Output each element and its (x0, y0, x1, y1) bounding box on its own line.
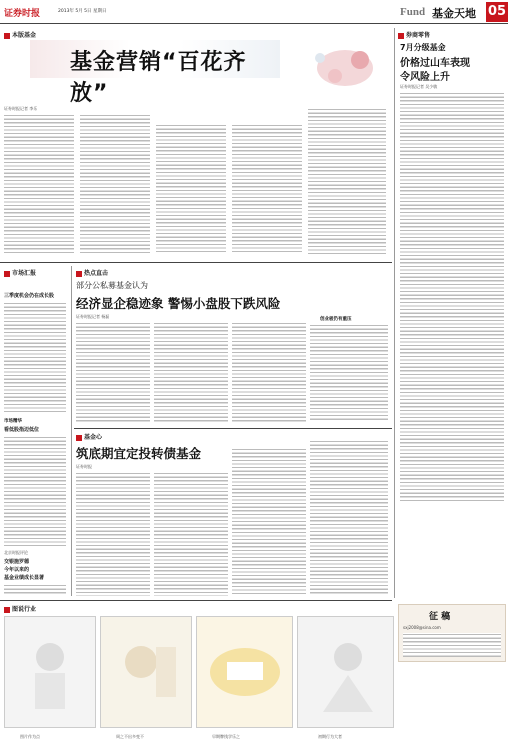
paper-logo (4, 4, 54, 18)
middle-text-col-4 (310, 324, 388, 422)
left-section-tag (4, 268, 36, 277)
top-section-label: 本版基金 (12, 32, 37, 39)
right-headline-line2: 价格过山车表现 (400, 58, 470, 69)
right-headline-line3: 令风险上升 (400, 72, 450, 83)
mid-rule (0, 262, 392, 263)
lower-text-col-4 (310, 440, 388, 596)
top-section-tag (4, 30, 36, 39)
flower-illustration-icon (290, 38, 380, 98)
middle-sub-2: 创业板仍有重压 (320, 317, 352, 322)
masthead (0, 0, 508, 24)
left-column (0, 266, 70, 596)
caption-2: 周之不出多变不 (116, 734, 144, 739)
edition-title: 基金天地 (432, 7, 476, 20)
middle-headline: 经济显企稳迹象 警惕小盘股下跌风险 (76, 296, 281, 311)
middle-section-tag (76, 268, 108, 277)
left-headline-3a: 交银施罗德 (4, 559, 30, 565)
page-number: 05 (486, 2, 508, 22)
cartoon-panel-3 (196, 616, 293, 728)
banner-graphic (290, 38, 380, 98)
middle-text-col-3 (232, 322, 306, 422)
caption-1: 图片作为点 (20, 734, 40, 739)
cartoon-panel-2 (100, 616, 192, 728)
caption-4: 初期行为大者 (318, 734, 342, 739)
middle-text-col-1 (76, 322, 150, 422)
top-text-col-1 (4, 114, 74, 254)
top-text-col-5 (308, 108, 386, 254)
edition-label: Fund (400, 6, 426, 18)
lower-rule (74, 428, 392, 429)
right-section-tag (398, 30, 430, 39)
left-subhead-3: 北京时报评论 (4, 550, 28, 555)
lower-section-label: 基金心 (84, 434, 103, 441)
ad-title: 征 稿 (429, 612, 451, 622)
masthead-rule (0, 23, 508, 24)
left-section-label: 市场汇报 (12, 270, 37, 277)
top-text-col-3 (156, 124, 226, 254)
left-text-2 (4, 436, 66, 546)
ad-box (398, 604, 506, 662)
left-headline-3b: 今年以来的 (4, 567, 30, 573)
bottom-section-label: 图说行业 (12, 606, 37, 613)
top-banner (30, 40, 280, 106)
lower-headline: 筑底期宜定投转债基金 (76, 446, 202, 461)
top-story (0, 28, 392, 260)
lower-text-col-3 (232, 448, 306, 596)
lower-story (74, 430, 392, 598)
cartoon-figure-1-icon (5, 617, 95, 727)
lower-text-col-2 (154, 472, 228, 596)
cartoon-figure-2-icon (101, 617, 191, 727)
middle-story (74, 266, 392, 426)
lower-text-col-1 (76, 472, 150, 596)
top-byline: 证券时报记者 李乐 (4, 106, 38, 111)
lower-byline: 证券时报 (76, 464, 92, 469)
left-column-divider (71, 266, 72, 596)
top-text-col-4 (232, 124, 302, 254)
right-headline-line1: 7月分级基金 (400, 43, 446, 52)
ad-text (403, 633, 501, 657)
left-headline-2: 看低股指迈低位 (4, 427, 40, 433)
left-text-1 (4, 302, 66, 412)
left-headline-3c: 基金业绩成长显著 (4, 575, 45, 581)
right-column-divider (394, 28, 395, 598)
right-text-body (400, 92, 504, 502)
bottom-rule (0, 600, 392, 601)
lower-section-tag (76, 432, 102, 441)
bottom-strip (0, 602, 396, 748)
cartoon-panel-1 (4, 616, 96, 728)
middle-text-col-2 (154, 322, 228, 422)
cartoon-figure-4-icon (298, 617, 393, 727)
middle-section-label: 热点直击 (84, 270, 109, 277)
date-line: 2013年 5月 5日 星期日 (58, 9, 107, 14)
middle-byline: 证券时报记者 杨磊 (76, 314, 110, 319)
top-text-col-2 (80, 114, 150, 254)
right-byline: 证券时报记者 吴少敏 (400, 84, 438, 89)
caption-3: 早期牌钱学乐之 (212, 734, 240, 739)
left-subhead-2: 市场精华 (4, 419, 22, 424)
top-headline: 基金营销“百花齐放” (70, 50, 247, 106)
right-column (398, 28, 506, 598)
left-headline-1: 三季度机会仍在成长股 (4, 293, 55, 299)
left-text-3 (4, 584, 66, 596)
paper-name: 证券时报 (4, 9, 41, 19)
middle-deck: 部分公私募基金认为 (76, 281, 148, 290)
right-section-label: 券商零售 (406, 32, 431, 39)
cartoon-panel-4 (297, 616, 394, 728)
ipo-graphic-icon (197, 617, 292, 727)
ad-email: sxj2008@sina.com (403, 625, 441, 630)
bottom-section-tag (4, 604, 36, 613)
